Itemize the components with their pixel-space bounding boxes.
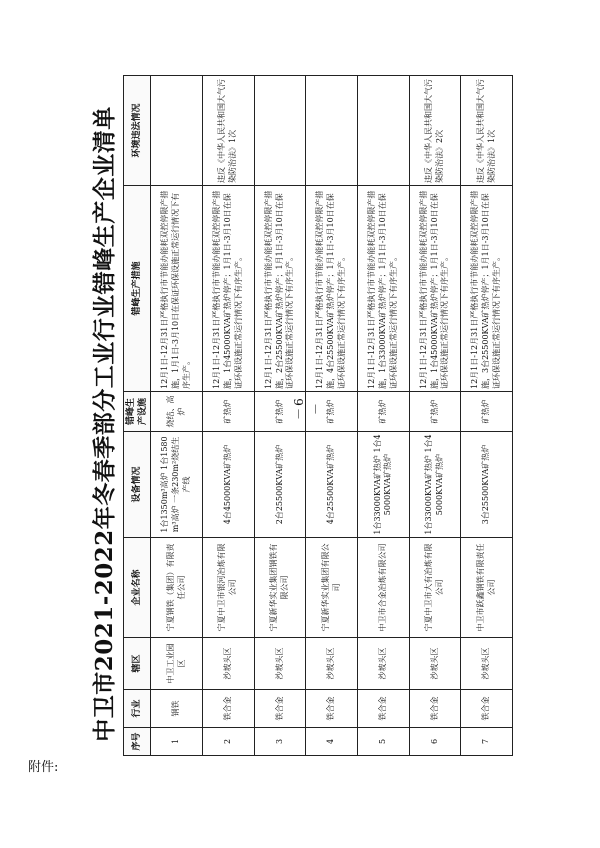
cell-no: 6 — [409, 728, 461, 756]
table-row — [461, 76, 513, 756]
cell-industry: 铁合金 — [461, 690, 513, 728]
header-company: 企业名称 — [124, 538, 151, 638]
header-equipment: 设备情况 — [124, 432, 151, 538]
cell-equipment: 2台25500KVA矿热炉 — [254, 432, 306, 538]
cell-violation: 违反《中华人民共和国大气污染防治法》2次 — [409, 76, 461, 186]
cell-company: 宁夏新华实业集团钢铁有限公司 — [254, 538, 306, 638]
header-facility: 错峰生产设施 — [124, 392, 151, 432]
cell-industry: 铁合金 — [202, 690, 254, 728]
header-industry: 行业 — [124, 690, 151, 728]
table-row — [254, 76, 306, 756]
cell-facility: 矿热炉 — [202, 392, 254, 432]
cell-industry: 铁合金 — [409, 690, 461, 728]
cell-industry: 铁合金 — [357, 690, 409, 728]
cell-equipment: 1台33000KVA矿热炉 1台45000KVA矿热炉 — [357, 432, 409, 538]
cell-violation: 违反《中华人民共和国大气污染防治法》1次 — [202, 76, 254, 186]
enterprise-table — [123, 75, 513, 756]
cell-equipment: 4台45000KVA矿热炉 — [202, 432, 254, 538]
cell-company: 中卫市跃鑫钢铁有限责任公司 — [461, 538, 513, 638]
cell-facility: 矿热炉 — [409, 392, 461, 432]
table-row — [202, 76, 254, 756]
cell-measure: 12月1日-12月31日严格执行市节能办能耗双控停限产措施，2台25500KVA矿热炉停产；1月1日-3月10日在保证环保设施正常运行情况下有序生产。 — [254, 186, 306, 392]
cell-company: 宁夏钢铁（集团）有限责任公司 — [151, 538, 203, 638]
cell-company: 中卫市合金冶炼有限公司 — [357, 538, 409, 638]
cell-measure: 12月1日-12月31日严格执行市节能办能耗双控停限产措施，1台45000KVA矿热炉停产；1月1日-3月10日在保证环保设施正常运行情况下有序生产。 — [409, 186, 461, 392]
cell-industry: 铁合金 — [306, 690, 358, 728]
cell-facility: 烧结、高炉 — [151, 392, 203, 432]
cell-no: 3 — [254, 728, 306, 756]
table-header-row — [124, 76, 151, 756]
cell-district: 沙坡头区 — [254, 638, 306, 690]
cell-violation — [151, 76, 203, 186]
cell-equipment: 3台25500KVA矿热炉 — [461, 432, 513, 538]
cell-violation — [357, 76, 409, 186]
cell-measure: 12月1日-12月31日严格执行市节能办能耗双控停限产措施，1月1日-3月10日在保证环保设施正常运行情况下有序生产。 — [151, 186, 203, 392]
cell-measure: 12月1日-12月31日严格执行市节能办能耗双控停限产措施，1台33000KVA矿热炉停产；1月1日-3月10日在保证环保设施正常运行情况下有序生产。 — [357, 186, 409, 392]
header-no: 序号 — [124, 728, 151, 756]
cell-violation — [306, 76, 358, 186]
cell-industry: 钢铁 — [151, 690, 203, 728]
cell-district: 沙坡头区 — [409, 638, 461, 690]
table-row — [409, 76, 461, 756]
cell-no: 1 — [151, 728, 203, 756]
page-title: 中卫市2021-2022年冬春季部分工业行业错峰生产企业清单 — [91, 106, 118, 742]
cell-no: 5 — [357, 728, 409, 756]
cell-measure: 12月1日-12月31日严格执行市节能办能耗双控停限产措施，3台25500KVA矿热炉停产；1月1日-3月10日在保证环保设施正常运行情况下有序生产。 — [461, 186, 513, 392]
cell-industry: 铁合金 — [254, 690, 306, 728]
cell-district: 沙坡头区 — [202, 638, 254, 690]
cell-facility: 矿热炉 — [306, 392, 358, 432]
cell-no: 7 — [461, 728, 513, 756]
page-number: －6－ — [292, 396, 323, 420]
cell-measure: 12月1日-12月31日严格执行市节能办能耗双控停限产措施，1台45000KVA矿热炉停产；1月1日-3月10日在保证环保设施正常运行情况下有序生产。 — [202, 186, 254, 392]
cell-violation: 违反《中华人民共和国大气污染防治法》1次 — [461, 76, 513, 186]
header-violation: 环境违法情况 — [124, 76, 151, 186]
cell-no: 2 — [202, 728, 254, 756]
cell-no: 4 — [306, 728, 358, 756]
table-row — [357, 76, 409, 756]
cell-district: 中卫工业园区 — [151, 638, 203, 690]
table-row — [151, 76, 203, 756]
cell-company: 宁夏中卫市大有冶炼有限公司 — [409, 538, 461, 638]
header-measure: 错峰生产措施 — [124, 186, 151, 392]
cell-facility: 矿热炉 — [357, 392, 409, 432]
header-district: 辖区 — [124, 638, 151, 690]
cell-equipment: 4台25500KVA矿热炉 — [306, 432, 358, 538]
cell-company: 宁夏中卫市银河冶炼有限公司 — [202, 538, 254, 638]
cell-equipment: 1台33000KVA矿热炉 1台45000KVA矿热炉 — [409, 432, 461, 538]
attachment-label: 附件: — [28, 760, 59, 775]
table-row — [306, 76, 358, 756]
cell-facility: 矿热炉 — [254, 392, 306, 432]
cell-company: 宁夏新华实业集团有限公司 — [306, 538, 358, 638]
cell-district: 沙坡头区 — [461, 638, 513, 690]
cell-district: 沙坡头区 — [357, 638, 409, 690]
cell-facility: 矿热炉 — [461, 392, 513, 432]
cell-equipment: 1台1350m³高炉 1台1580m³高炉 一条230m²烧结生产线 — [151, 432, 203, 538]
cell-district: 沙坡头区 — [306, 638, 358, 690]
cell-violation — [254, 76, 306, 186]
cell-measure: 12月1日-12月31日严格执行市节能办能耗双控停限产措施，4台25500KVA矿热炉停产；1月1日-3月10日在保证环保设施正常运行情况下有序生产。 — [306, 186, 358, 392]
